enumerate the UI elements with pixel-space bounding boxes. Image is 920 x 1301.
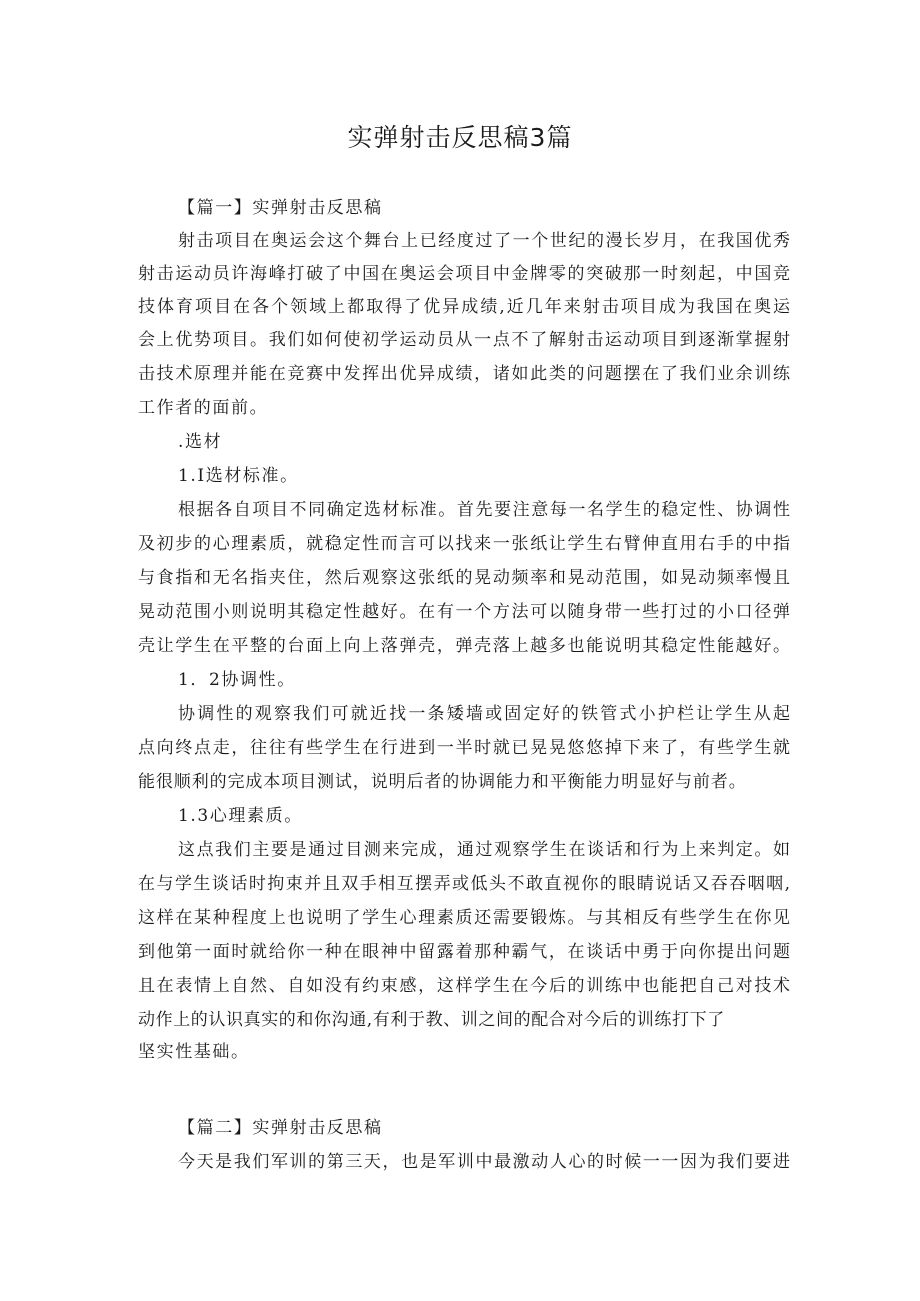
paragraph-line: 壳让学生在平整的台面上向上落弹壳，弹壳落上越多也能说明其稳定性能越好。: [138, 636, 790, 656]
paragraph-line: 在与学生谈话时拘束并且双手相互摆弄或低头不敢直视你的眼睛说话又吞吞咽咽,: [138, 874, 790, 894]
paragraph-line: 击技术原理并能在竞赛中发挥出优异成绩，诸如此类的问题摆在了我们业余训练: [138, 364, 790, 384]
paragraph-line: 技体育项目在各个领域上都取得了优异成绩,近几年来射击项目成为我国在奥运: [138, 297, 790, 317]
sub-heading: .选材: [178, 432, 223, 452]
item-title: 1.Ⅰ选材标准。: [178, 466, 299, 486]
paragraph-line: 协调性的观察我们可就近找一条矮墙或固定好的铁管式小护栏让学生从起: [178, 704, 790, 724]
paragraph-line: 到他第一面时就给你一种在眼神中留露着那种霸气，在谈话中勇于向你提出问题: [138, 942, 790, 962]
paragraph-line: 根据各自项目不同确定选材标准。首先要注意每一名学生的稳定性、协调性: [178, 500, 790, 520]
paragraph-line: 射击运动员许海峰打破了中国在奥运会项目中金牌零的突破那一时刻起，中国竞: [138, 264, 790, 284]
paragraph-line: 与食指和无名指夹住，然后观察这张纸的晃动频率和晃动范围，如晃动频率慢且: [138, 568, 790, 588]
paragraph-line: 且在表情上自然、自如没有约束感，这样学生在今后的训练中也能把自己对技术: [138, 976, 790, 996]
paragraph-line: 这样在某种程度上也说明了学生心理素质还需要锻炼。与其相反有些学生在你见: [138, 908, 790, 928]
document-title: 实弹射击反思稿3篇: [347, 123, 573, 152]
section-heading: 【篇二】实弹射击反思稿: [178, 1118, 383, 1138]
paragraph-line: 能很顺利的完成本项目测试，说明后者的协调能力和平衡能力明显好与前者。: [138, 772, 747, 792]
paragraph-line: 坚实性基础。: [138, 1042, 250, 1062]
item-title: 1．2协调性。: [178, 670, 296, 690]
paragraph-line: 这点我们主要是通过目测来完成，通过观察学生在谈话和行为上来判定。如: [178, 840, 790, 860]
paragraph-line: 射击项目在奥运会这个舞台上已经度过了一个世纪的漫长岁月，在我国优秀: [178, 231, 790, 251]
paragraph-line: 点向终点走，往往有些学生在行进到一半时就已晃晃悠悠掉下来了，有些学生就: [138, 738, 790, 758]
item-title: 1.3心理素质。: [178, 806, 303, 826]
section-heading: 【篇一】实弹射击反思稿: [178, 198, 383, 218]
paragraph-line: 动作上的认识真实的和你沟通,有利于教、训之间的配合对今后的训练打下了: [138, 1010, 725, 1030]
paragraph-line: 及初步的心理素质，就稳定性而言可以找来一张纸让学生右臂伸直用右手的中指: [138, 534, 790, 554]
paragraph-line: 今天是我们军训的第三天，也是军训中最激动人心的时候一一因为我们要进: [178, 1152, 790, 1172]
paragraph-line: 会上优势项目。我们如何使初学运动员从一点不了解射击运动项目到逐渐掌握射: [138, 330, 790, 350]
paragraph-line: 工作者的面前。: [138, 398, 269, 418]
paragraph-line: 晃动范围小则说明其稳定性越好。在有一个方法可以随身带一些打过的小口径弹: [138, 602, 790, 622]
